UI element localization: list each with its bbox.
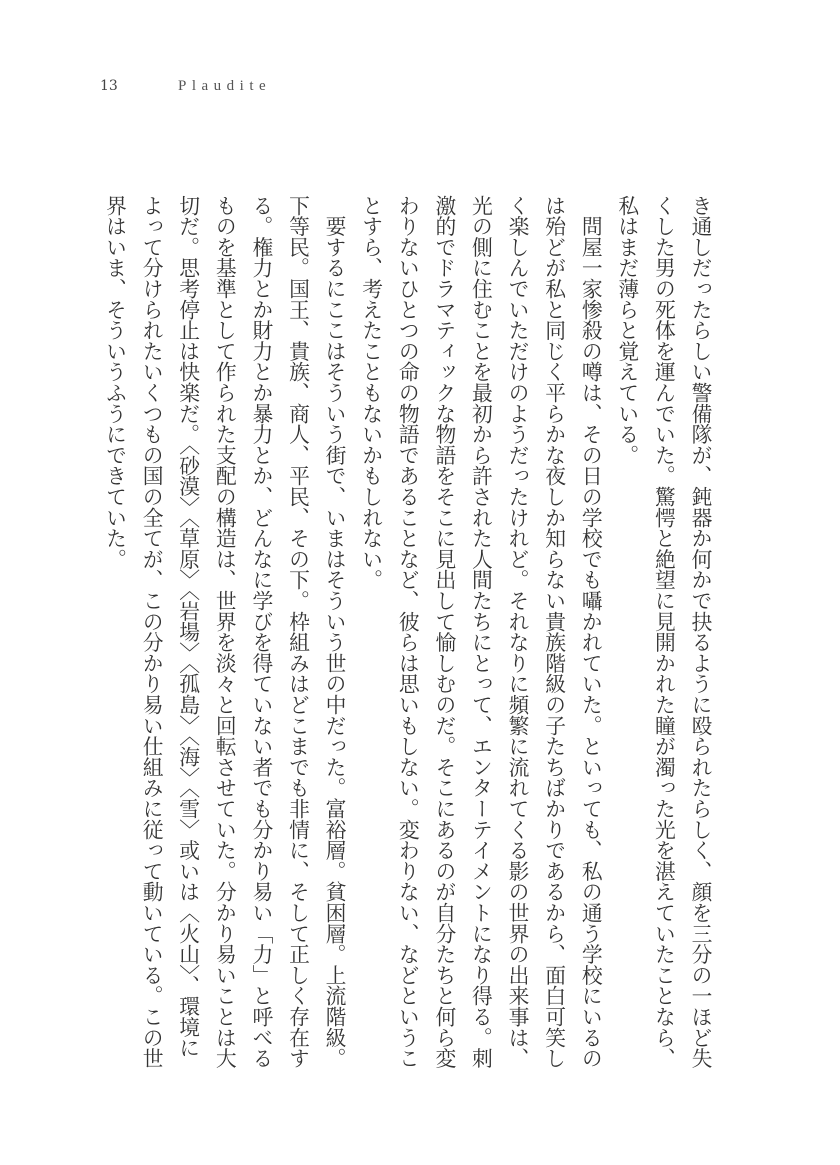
body-text xyxy=(96,195,718,1075)
text-line: き通しだったらしい警備隊が、鈍器か何かで抉るように殴られたらしく、顔を三分の一ほど失 xyxy=(688,195,712,1069)
text-line: 切だ。思考停止は快楽だ。〈砂漠〉〈草原〉〈岩場〉〈孤島〉〈海〉〈雪〉或いは〈火山〉、環境に xyxy=(175,195,200,1059)
text-line: とすら、考えたこともないかもしれない。 xyxy=(358,195,383,591)
text-line: 私はまだ薄らと覚えている。 xyxy=(614,195,639,466)
text-line: 界はいま、そういうふうにできていた。 xyxy=(102,195,127,570)
text-line: は殆どが私と同じく平らかな夜しか知らない貴族階級の子たちばかりであるから、面白可笑し xyxy=(541,195,566,1069)
text-line: よって分けられたいくつもの国の全てが、この分かり易い仕組みに従って動いている。この世 xyxy=(139,195,164,1069)
text-line: わりないひとつの命の物語であることなど、彼らは思いもしない。変わりない、などというこ xyxy=(395,195,420,1069)
running-title: Plaudite xyxy=(178,78,272,94)
text-line: 下等民。国王、貴族、商人、平民、その下。枠組みはどこまでも非情に、そして正しく存在す xyxy=(285,195,310,1069)
text-line: 光の側に住むことを最初から許された人間たちにとって、エンターテイメントになり得る。刺 xyxy=(468,195,493,1069)
text-line: く楽しんでいただけのようだったけれど。それなりに頻繁に流れてくる影の世界の出来事は、 xyxy=(505,195,530,1069)
text-line: くした男の死体を運んでいた。驚愕と絶望に見開かれた瞳が濁った光を湛えていたことなら、 xyxy=(651,195,676,1069)
text-line: ものを基準として作られた支配の構造は、世界を淡々と回転させていた。分かり易いことは大 xyxy=(212,195,237,1069)
text-line: 激的でドラマティックな物語をそこに見出して愉しむのだ。そこにあるのが自分たちと何ら変 xyxy=(431,195,456,1069)
page-number: 13 xyxy=(100,78,118,94)
text-line: る。権力とか財力とか暴力とか、どんなに学びを得ていない者でも分かり易い「力」と呼べる xyxy=(248,195,273,1069)
text-line: 問屋一家惨殺の噂は、その日の学校でも囁かれていた。といっても、私の通う学校にいるの xyxy=(578,195,603,1069)
text-line: 要するにここはそういう街で、いまはそういう世の中だった。富裕層。貧困層。上流階級。 xyxy=(322,195,347,1069)
